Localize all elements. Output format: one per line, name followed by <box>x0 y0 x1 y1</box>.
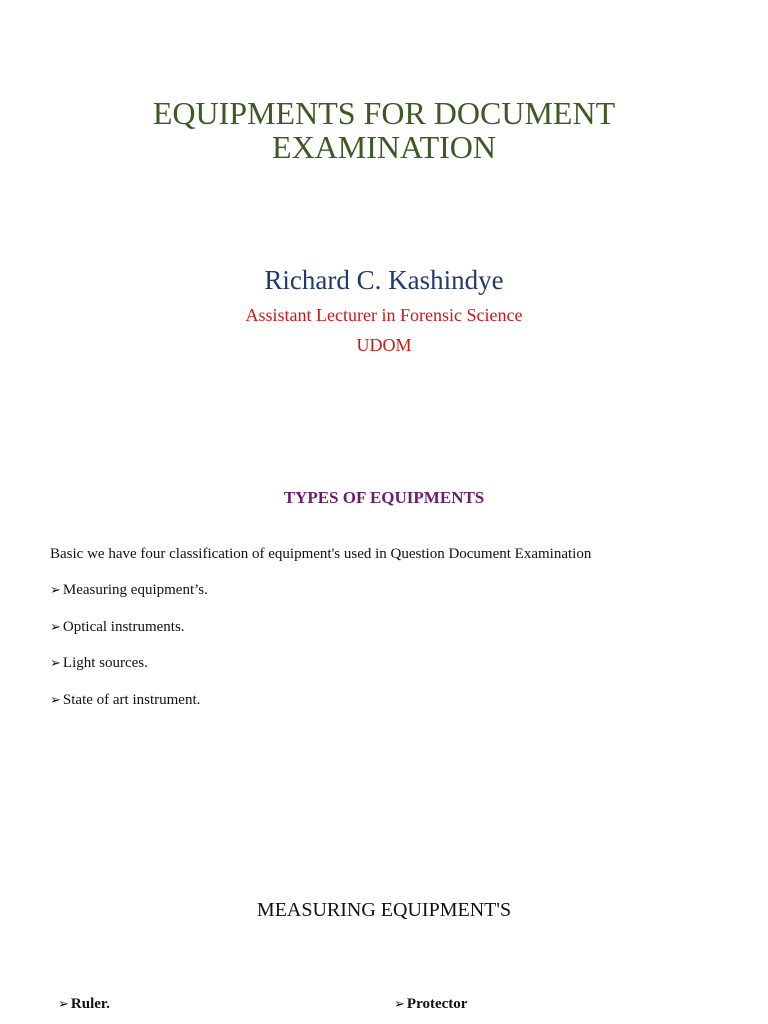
list-item <box>50 653 148 674</box>
tool-item-ruler <box>58 994 110 1015</box>
author-role: Assistant Lecturer in Forensic Science <box>245 305 523 325</box>
arrow-bullet-icon: ➢ <box>50 583 61 598</box>
list-item <box>50 617 185 638</box>
arrow-bullet-icon: ➢ <box>58 997 69 1012</box>
arrow-bullet-icon: ➢ <box>50 620 61 635</box>
author-organization: UDOM <box>356 335 412 355</box>
document-title-line-2: EXAMINATION <box>272 129 496 165</box>
intro-paragraph: Basic we have four classification of equipment's used in Question Document Examination <box>50 546 592 562</box>
tool-item-text: Ruler. <box>70 996 110 1012</box>
list-item-text: Optical instruments. <box>62 619 185 635</box>
tool-item-text: Protector <box>406 996 468 1012</box>
author-name: Richard C. Kashindye <box>264 265 504 295</box>
list-item <box>50 580 208 601</box>
list-item <box>50 690 200 711</box>
arrow-bullet-icon: ➢ <box>50 693 61 708</box>
arrow-bullet-icon: ➢ <box>50 656 61 671</box>
section-heading: TYPES OF EQUIPMENTS <box>283 488 485 507</box>
tool-item-protector <box>394 994 467 1015</box>
list-item-text: State of art instrument. <box>62 692 201 708</box>
document-title-line-1: EQUIPMENTS FOR DOCUMENT <box>152 95 616 131</box>
measuring-equipment-heading: MEASURING EQUIPMENT'S <box>256 899 512 921</box>
arrow-bullet-icon: ➢ <box>394 997 405 1012</box>
list-item-text: Light sources. <box>62 655 148 671</box>
list-item-text: Measuring equipment’s. <box>62 582 208 598</box>
